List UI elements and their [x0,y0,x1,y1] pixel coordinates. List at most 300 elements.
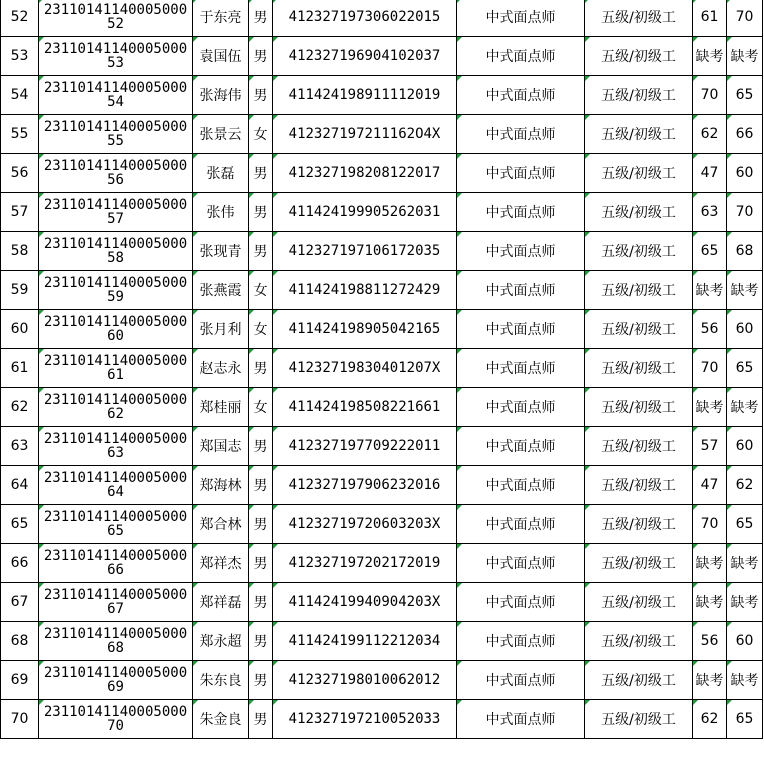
name-cell[interactable] [193,154,249,193]
cell-comment-flag-icon [249,700,254,705]
row-number-cell[interactable] [1,76,39,115]
id-card-cell[interactable] [273,466,457,505]
gender-cell[interactable] [249,154,273,193]
id-card-cell[interactable] [273,271,457,310]
trade-cell[interactable] [457,271,585,310]
id-card-text: 412327196904102037 [288,48,441,64]
theory-score-cell[interactable] [693,700,727,739]
name-text: 张现青 [199,244,242,260]
gender-text: 男 [253,88,268,104]
table-row [1,193,763,232]
cell-comment-flag-icon [273,310,278,315]
id-card-cell[interactable] [273,0,457,37]
trade-cell[interactable] [457,583,585,622]
skill-score-cell[interactable] [727,349,763,388]
skill-score-cell[interactable] [727,0,763,37]
skill-score-cell[interactable] [727,232,763,271]
gender-cell[interactable] [249,466,273,505]
score-text: 70 [700,360,719,376]
exam-id-cell[interactable] [39,583,193,622]
name-cell[interactable] [193,700,249,739]
gender-cell[interactable] [249,271,273,310]
trade-cell[interactable] [457,505,585,544]
level-text: 五级/初级工 [601,595,676,611]
cell-comment-flag-icon [585,349,590,354]
id-card-cell[interactable] [273,76,457,115]
row-number-text: 52 [10,9,29,25]
level-cell[interactable] [585,76,693,115]
row-number-text: 59 [10,282,29,298]
cell-comment-flag-icon [39,310,44,315]
name-text: 张磊 [206,166,235,182]
cell-comment-flag-icon [693,193,698,198]
cell-comment-flag-icon [693,583,698,588]
theory-score-cell[interactable] [693,0,727,37]
id-card-cell[interactable] [273,349,457,388]
level-cell[interactable] [585,37,693,76]
skill-score-cell[interactable] [727,700,763,739]
cell-comment-flag-icon [193,700,198,705]
level-text: 五级/初级工 [601,478,676,494]
id-card-cell[interactable] [273,427,457,466]
theory-score-cell[interactable] [693,76,727,115]
row-number-cell[interactable] [1,505,39,544]
exam-id-cell[interactable] [39,115,193,154]
cell-comment-flag-icon [727,193,732,198]
cell-comment-flag-icon [39,466,44,471]
level-cell[interactable] [585,505,693,544]
row-number-cell[interactable] [1,271,39,310]
id-card-cell[interactable] [273,622,457,661]
cell-comment-flag-icon [193,37,198,42]
gender-cell[interactable] [249,115,273,154]
id-card-cell[interactable] [273,583,457,622]
exam-id-cell[interactable] [39,661,193,700]
row-number-text: 67 [10,594,29,610]
score-text: 47 [700,477,719,493]
exam-id-cell[interactable] [39,544,193,583]
gender-cell[interactable] [249,0,273,37]
name-cell[interactable] [193,583,249,622]
id-card-text: 411424199112212034 [288,633,441,649]
gender-cell[interactable] [249,388,273,427]
trade-cell[interactable] [457,622,585,661]
level-text: 五级/初级工 [601,439,676,455]
row-number-cell[interactable] [1,0,39,37]
trade-text: 中式面点师 [485,127,556,143]
row-number-cell[interactable] [1,154,39,193]
score-text: 65 [735,711,754,727]
cell-comment-flag-icon [39,544,44,549]
cell-comment-flag-icon [693,0,698,3]
row-number-cell[interactable] [1,115,39,154]
trade-cell[interactable] [457,232,585,271]
gender-cell[interactable] [249,193,273,232]
skill-score-cell[interactable] [727,37,763,76]
cell-comment-flag-icon [457,193,462,198]
name-cell[interactable] [193,0,249,37]
score-text: 56 [700,321,719,337]
name-cell[interactable] [193,505,249,544]
score-text: 60 [735,438,754,454]
level-text: 五级/初级工 [601,166,676,182]
id-card-cell[interactable] [273,700,457,739]
gender-text: 男 [253,205,268,221]
name-cell[interactable] [193,349,249,388]
cell-comment-flag-icon [727,115,732,120]
row-number-cell[interactable] [1,232,39,271]
id-card-text: 41142419940904203X [288,594,441,610]
score-text: 60 [735,165,754,181]
skill-score-cell[interactable] [727,154,763,193]
cell-comment-flag-icon [457,427,462,432]
trade-text: 中式面点师 [485,205,556,221]
theory-score-cell[interactable] [693,271,727,310]
level-cell[interactable] [585,466,693,505]
level-text: 五级/初级工 [601,127,676,143]
skill-score-cell[interactable] [727,544,763,583]
theory-score-cell[interactable] [693,193,727,232]
exam-id-cell[interactable] [39,76,193,115]
cell-comment-flag-icon [585,544,590,549]
gender-cell[interactable] [249,505,273,544]
id-card-cell[interactable] [273,154,457,193]
exam-id-cell[interactable] [39,37,193,76]
theory-score-cell[interactable] [693,505,727,544]
exam-id-cell[interactable] [39,271,193,310]
skill-score-cell[interactable] [727,505,763,544]
cell-comment-flag-icon [273,466,278,471]
table-row [1,232,763,271]
id-card-text: 412327197306022015 [288,9,441,25]
exam-id-cell[interactable] [39,349,193,388]
cell-comment-flag-icon [727,349,732,354]
exam-id-text: 2311014114000500063 [43,431,188,461]
level-cell[interactable] [585,310,693,349]
cell-comment-flag-icon [39,37,44,42]
score-text: 70 [735,9,754,25]
gender-text: 男 [253,634,268,650]
level-text: 五级/初级工 [601,712,676,728]
cell-comment-flag-icon [273,427,278,432]
gender-cell[interactable] [249,349,273,388]
row-number-text: 69 [10,672,29,688]
row-number-cell[interactable] [1,466,39,505]
exam-id-cell[interactable] [39,0,193,37]
theory-score-cell[interactable] [693,115,727,154]
id-card-cell[interactable] [273,544,457,583]
score-text: 缺考 [695,283,724,299]
exam-id-cell[interactable] [39,466,193,505]
row-number-cell[interactable] [1,193,39,232]
theory-score-cell[interactable] [693,583,727,622]
theory-score-cell[interactable] [693,466,727,505]
cell-comment-flag-icon [193,544,198,549]
trade-cell[interactable] [457,700,585,739]
theory-score-cell[interactable] [693,661,727,700]
exam-id-text: 2311014114000500068 [43,626,188,656]
name-text: 于东亮 [199,10,242,26]
cell-comment-flag-icon [249,583,254,588]
table-row [1,583,763,622]
cell-comment-flag-icon [585,37,590,42]
gender-text: 男 [253,166,268,182]
cell-comment-flag-icon [39,700,44,705]
name-text: 朱东良 [199,673,242,689]
skill-score-cell[interactable] [727,271,763,310]
exam-id-cell[interactable] [39,388,193,427]
exam-id-cell[interactable] [39,700,193,739]
table-row [1,271,763,310]
skill-score-cell[interactable] [727,622,763,661]
cell-comment-flag-icon [457,37,462,42]
trade-cell[interactable] [457,193,585,232]
trade-cell[interactable] [457,544,585,583]
skill-score-cell[interactable] [727,427,763,466]
cell-comment-flag-icon [585,622,590,627]
name-cell[interactable] [193,466,249,505]
theory-score-cell[interactable] [693,154,727,193]
level-cell[interactable] [585,115,693,154]
row-number-cell[interactable] [1,700,39,739]
trade-cell[interactable] [457,310,585,349]
cell-comment-flag-icon [457,0,462,3]
theory-score-cell[interactable] [693,349,727,388]
cell-comment-flag-icon [273,232,278,237]
cell-comment-flag-icon [585,76,590,81]
row-number-cell[interactable] [1,622,39,661]
name-cell[interactable] [193,661,249,700]
gender-cell[interactable] [249,427,273,466]
cell-comment-flag-icon [457,349,462,354]
level-cell[interactable] [585,427,693,466]
gender-cell[interactable] [249,622,273,661]
cell-comment-flag-icon [39,232,44,237]
row-number-cell[interactable] [1,544,39,583]
level-cell[interactable] [585,349,693,388]
level-cell[interactable] [585,232,693,271]
theory-score-cell[interactable] [693,622,727,661]
level-cell[interactable] [585,271,693,310]
skill-score-cell[interactable] [727,583,763,622]
name-cell[interactable] [193,622,249,661]
name-cell[interactable] [193,193,249,232]
level-text: 五级/初级工 [601,400,676,416]
gender-cell[interactable] [249,700,273,739]
cell-comment-flag-icon [39,76,44,81]
level-cell[interactable] [585,544,693,583]
cell-comment-flag-icon [457,544,462,549]
level-cell[interactable] [585,193,693,232]
trade-cell[interactable] [457,115,585,154]
trade-cell[interactable] [457,661,585,700]
gender-cell[interactable] [249,232,273,271]
level-cell[interactable] [585,622,693,661]
trade-cell[interactable] [457,388,585,427]
trade-text: 中式面点师 [485,10,556,26]
score-text: 62 [700,126,719,142]
skill-score-cell[interactable] [727,115,763,154]
exam-id-text: 2311014114000500056 [43,158,188,188]
gender-cell[interactable] [249,583,273,622]
cell-comment-flag-icon [727,622,732,627]
score-text: 缺考 [695,673,724,689]
exam-id-cell[interactable] [39,310,193,349]
skill-score-cell[interactable] [727,388,763,427]
name-cell[interactable] [193,544,249,583]
cell-comment-flag-icon [727,0,732,3]
gender-cell[interactable] [249,76,273,115]
theory-score-cell[interactable] [693,232,727,271]
name-text: 张海伟 [199,88,242,104]
id-card-cell[interactable] [273,388,457,427]
cell-comment-flag-icon [585,271,590,276]
theory-score-cell[interactable] [693,427,727,466]
exam-id-cell[interactable] [39,505,193,544]
gender-text: 男 [253,595,268,611]
theory-score-cell[interactable] [693,544,727,583]
name-cell[interactable] [193,37,249,76]
name-cell[interactable] [193,271,249,310]
gender-text: 男 [253,478,268,494]
trade-cell[interactable] [457,427,585,466]
skill-score-cell[interactable] [727,661,763,700]
gender-text: 男 [253,673,268,689]
cell-comment-flag-icon [193,622,198,627]
cell-comment-flag-icon [727,154,732,159]
name-cell[interactable] [193,232,249,271]
exam-id-text: 2311014114000500058 [43,236,188,266]
row-number-cell[interactable] [1,427,39,466]
level-cell[interactable] [585,0,693,37]
theory-score-cell[interactable] [693,388,727,427]
cell-comment-flag-icon [273,388,278,393]
exam-id-text: 2311014114000500057 [43,197,188,227]
skill-score-cell[interactable] [727,310,763,349]
trade-text: 中式面点师 [485,166,556,182]
gender-text: 男 [253,556,268,572]
exam-id-cell[interactable] [39,193,193,232]
cell-comment-flag-icon [193,388,198,393]
exam-id-cell[interactable] [39,232,193,271]
exam-id-text: 2311014114000500066 [43,548,188,578]
name-text: 张景云 [199,127,242,143]
theory-score-cell[interactable] [693,310,727,349]
exam-id-cell[interactable] [39,154,193,193]
level-cell[interactable] [585,154,693,193]
gender-cell[interactable] [249,661,273,700]
table-row [1,544,763,583]
id-card-cell[interactable] [273,310,457,349]
skill-score-cell[interactable] [727,76,763,115]
cell-comment-flag-icon [193,271,198,276]
table-row [1,76,763,115]
name-cell[interactable] [193,427,249,466]
id-card-text: 412327197106172035 [288,243,441,259]
gender-cell[interactable] [249,310,273,349]
id-card-cell[interactable] [273,193,457,232]
trade-text: 中式面点师 [485,322,556,338]
cell-comment-flag-icon [693,115,698,120]
trade-text: 中式面点师 [485,244,556,260]
trade-cell[interactable] [457,0,585,37]
row-number-cell[interactable] [1,583,39,622]
id-card-text: 411424198911112019 [288,87,441,103]
id-card-cell[interactable] [273,661,457,700]
score-text: 68 [735,243,754,259]
trade-cell[interactable] [457,349,585,388]
cell-comment-flag-icon [39,622,44,627]
cell-comment-flag-icon [693,700,698,705]
id-card-text: 412327197211162O4X [288,126,441,142]
exam-id-cell[interactable] [39,427,193,466]
trade-text: 中式面点师 [485,517,556,533]
score-text: 62 [700,711,719,727]
table-row [1,388,763,427]
trade-cell[interactable] [457,154,585,193]
row-number-cell[interactable] [1,349,39,388]
skill-score-cell[interactable] [727,466,763,505]
cell-comment-flag-icon [727,271,732,276]
exam-id-text: 2311014114000500062 [43,392,188,422]
cell-comment-flag-icon [457,115,462,120]
level-cell[interactable] [585,583,693,622]
level-cell[interactable] [585,700,693,739]
skill-score-cell[interactable] [727,193,763,232]
id-card-cell[interactable] [273,115,457,154]
name-cell[interactable] [193,76,249,115]
score-text: 70 [700,87,719,103]
row-number-text: 65 [10,516,29,532]
cell-comment-flag-icon [693,622,698,627]
exam-id-cell[interactable] [39,622,193,661]
name-cell[interactable] [193,388,249,427]
cell-comment-flag-icon [693,388,698,393]
exam-id-text: 2311014114000500067 [43,587,188,617]
theory-score-cell[interactable] [693,37,727,76]
level-cell[interactable] [585,661,693,700]
row-number-cell[interactable] [1,661,39,700]
name-cell[interactable] [193,310,249,349]
score-text: 缺考 [730,283,759,299]
id-card-text: 41232719720603203X [288,516,441,532]
id-card-cell[interactable] [273,37,457,76]
trade-text: 中式面点师 [485,634,556,650]
row-number-cell[interactable] [1,37,39,76]
cell-comment-flag-icon [457,388,462,393]
trade-cell[interactable] [457,37,585,76]
gender-text: 男 [253,244,268,260]
row-number-cell[interactable] [1,310,39,349]
trade-cell[interactable] [457,76,585,115]
gender-cell[interactable] [249,37,273,76]
row-number-cell[interactable] [1,388,39,427]
gender-text: 男 [253,517,268,533]
trade-cell[interactable] [457,466,585,505]
cell-comment-flag-icon [693,505,698,510]
name-text: 郑桂丽 [199,400,242,416]
id-card-text: 412327198208122017 [288,165,441,181]
level-cell[interactable] [585,388,693,427]
id-card-cell[interactable] [273,232,457,271]
cell-comment-flag-icon [693,76,698,81]
gender-text: 女 [253,127,268,143]
id-card-cell[interactable] [273,505,457,544]
score-text: 61 [700,9,719,25]
gender-cell[interactable] [249,544,273,583]
table-row [1,0,763,37]
name-cell[interactable] [193,115,249,154]
